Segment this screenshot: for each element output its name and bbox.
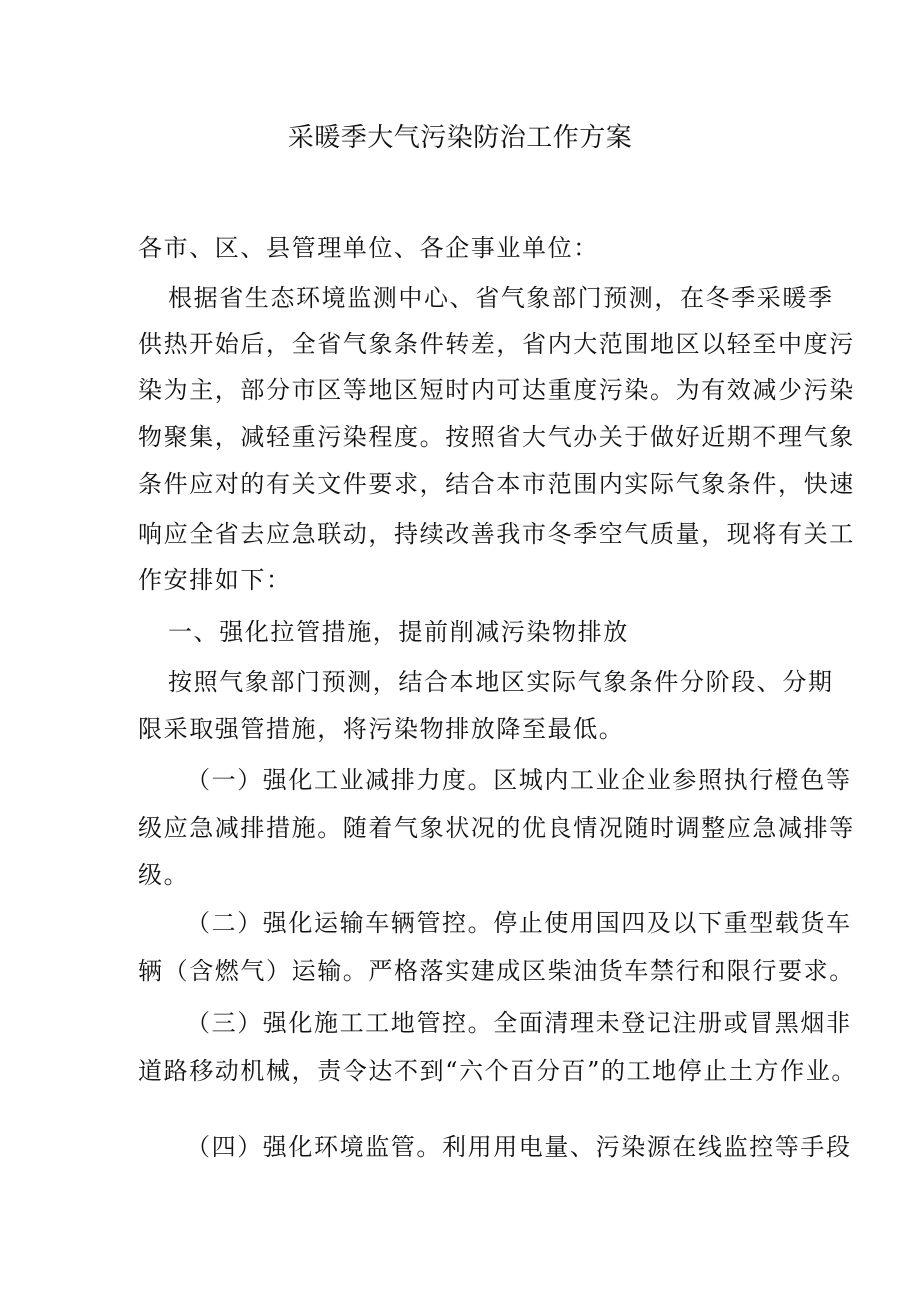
intro-line: 作安排如下：	[138, 566, 292, 594]
item-line: 级应急减排措施。随着气象状况的优良情况随时调整应急减排等	[138, 814, 855, 842]
intro-line: 染为主，部分市区等地区短时内可达重度污染。为有效减少污染	[138, 376, 855, 404]
item-line: 道路移动机械，责令达不到“六个百分百”的工地停止土方作业。	[138, 1057, 857, 1085]
salutation: 各市、区、县管理单位、各企事业单位：	[138, 234, 599, 262]
intro-line: 条件应对的有关文件要求，结合本市范围内实际气象条件，快速	[138, 470, 855, 498]
intro-line: 响应全省去应急联动，持续改善我市冬季空气质量，现将有关工	[138, 520, 855, 548]
item-line: 辆（含燃气）运输。严格落实建成区柴油货车禁行和限行要求。	[138, 957, 855, 985]
section-intro-line: 限采取强管措施，将污染物排放降至最低。	[138, 715, 625, 743]
section-heading: 一、强化拉管措施，提前削减污染物排放	[168, 618, 629, 646]
item-line: 级。	[138, 861, 190, 889]
document-title: 采暖季大气污染防治工作方案	[287, 123, 633, 153]
item-line: （二）强化运输车辆管控。停止使用国四及以下重型载货车	[186, 909, 852, 937]
item-line: （一）强化工业减排力度。区城内工业企业参照执行橙色等	[186, 766, 852, 794]
section-intro-line: 按照气象部门预测，结合本地区实际气象条件分阶段、分期	[168, 668, 834, 696]
item-line: （三）强化施工工地管控。全面清理未登记注册或冒黑烟非	[186, 1009, 852, 1037]
item-line: （四）强化环境监管。利用用电量、污染源在线监控等手段	[186, 1133, 852, 1161]
intro-line: 根据省生态环境监测中心、省气象部门预测，在冬季采暖季	[168, 284, 834, 312]
intro-line: 物聚集，减轻重污染程度。按照省大气办关于做好近期不理气象	[138, 423, 855, 451]
intro-line: 供热开始后，全省气象条件转差，省内大范围地区以轻至中度污	[138, 330, 855, 358]
